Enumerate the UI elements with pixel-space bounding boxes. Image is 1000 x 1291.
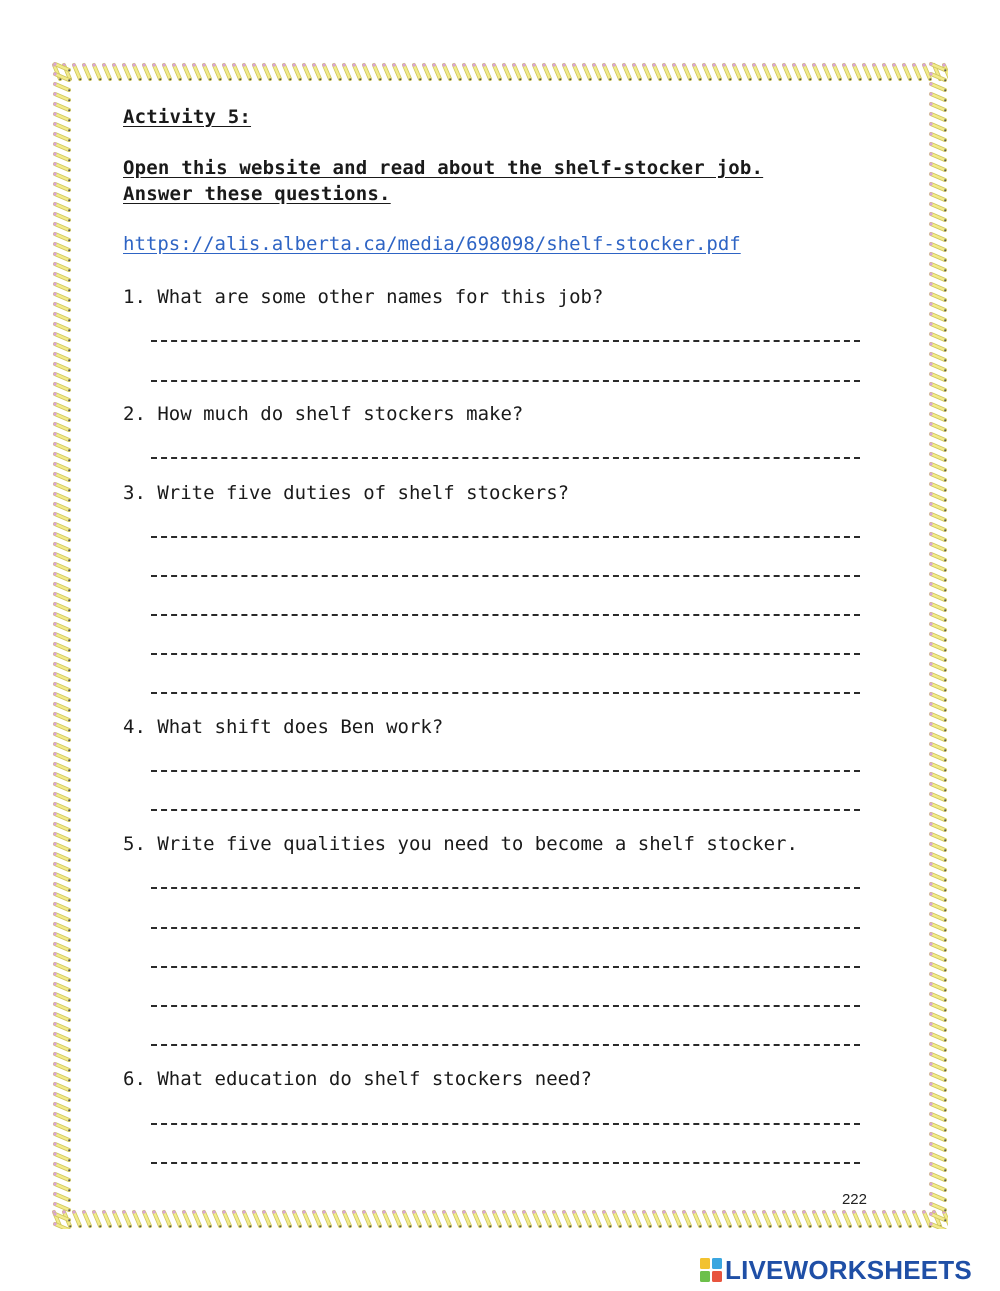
answer-line[interactable]	[151, 1005, 860, 1007]
answer-line[interactable]	[151, 1044, 860, 1046]
website-link[interactable]: https://alis.alberta.ca/media/698098/shelf-stocker.pdf	[123, 233, 741, 255]
answer-line[interactable]	[151, 457, 860, 459]
pencil-border-top	[52, 62, 948, 82]
pencil-border-left	[52, 62, 72, 1229]
answer-line[interactable]	[151, 380, 860, 382]
brand-name: LIVEWORKSHEETS	[725, 1254, 972, 1285]
answer-line[interactable]	[151, 966, 860, 968]
instructions: Open this website and read about the shelf-stocker job. Answer these questions.	[123, 157, 764, 205]
answer-line[interactable]	[151, 340, 860, 342]
answer-line[interactable]	[151, 1123, 860, 1125]
page-number: 222	[841, 1191, 867, 1208]
question-2: 2. How much do shelf stockers make?	[123, 403, 524, 425]
activity-title: Activity 5:	[123, 106, 252, 128]
answer-line[interactable]	[151, 927, 860, 929]
question-3: 3. Write five duties of shelf stockers?	[123, 482, 570, 504]
answer-line[interactable]	[151, 887, 860, 889]
question-5: 5. Write five qualities you need to become a shelf stocker.	[123, 833, 798, 855]
answer-line[interactable]	[151, 614, 860, 616]
question-6: 6. What education do shelf stockers need?	[123, 1068, 592, 1090]
pencil-border-bottom	[52, 1209, 948, 1229]
answer-line[interactable]	[151, 653, 860, 655]
answer-line[interactable]	[151, 692, 860, 694]
liveworksheets-brand[interactable]	[700, 1254, 972, 1286]
answer-line[interactable]	[151, 1162, 860, 1164]
pencil-border-right	[928, 62, 948, 1229]
answer-line[interactable]	[151, 536, 860, 538]
answer-line[interactable]	[151, 575, 860, 577]
question-4: 4. What shift does Ben work?	[123, 716, 444, 738]
answer-line[interactable]	[151, 770, 860, 772]
answer-line[interactable]	[151, 809, 860, 811]
liveworksheets-logo-icon	[700, 1258, 722, 1282]
question-1: 1. What are some other names for this job?	[123, 286, 604, 308]
